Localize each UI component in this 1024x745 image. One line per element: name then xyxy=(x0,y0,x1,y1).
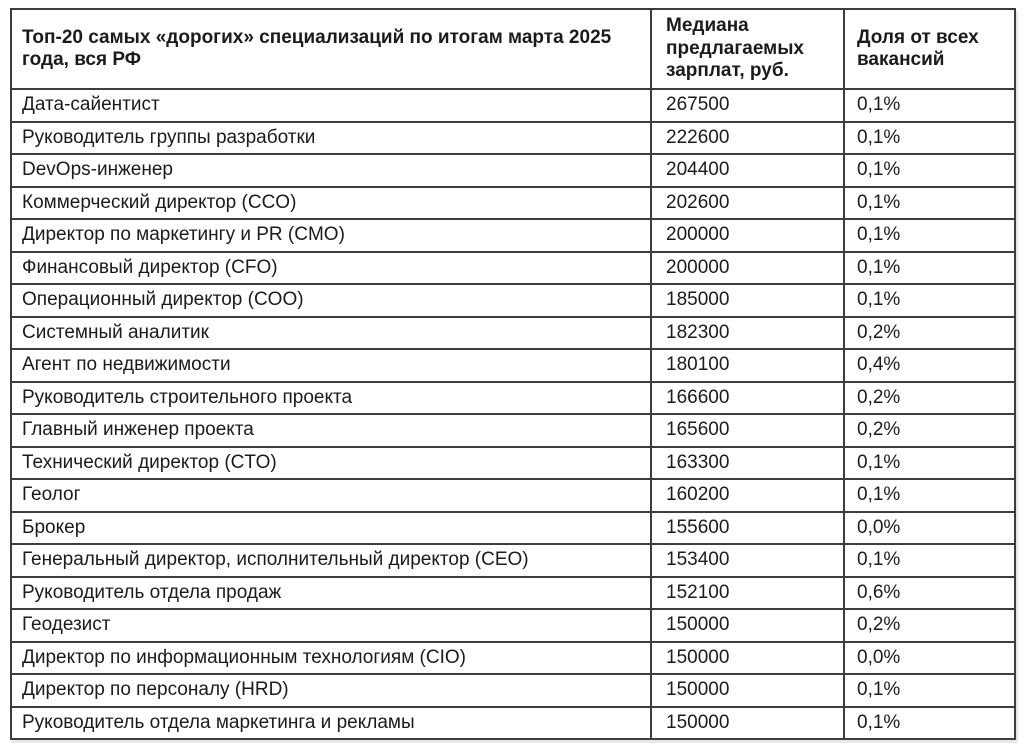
table-row xyxy=(11,447,1015,480)
median-salary-cell: 200000 xyxy=(651,252,844,285)
median-salary-cell: 150000 xyxy=(651,707,844,740)
vacancy-share-cell: 0,1% xyxy=(844,187,1015,220)
specialization-cell: Дата-сайентист xyxy=(11,89,651,122)
specialization-cell: Главный инженер проекта xyxy=(11,414,651,447)
specialization-cell: DevOps-инженер xyxy=(11,154,651,187)
column-header-specialization: Топ-20 самых «дорогих» специализаций по итогам марта 2025 года, вся РФ xyxy=(11,9,651,89)
vacancy-share-cell: 0,1% xyxy=(844,284,1015,317)
specialization-cell: Агент по недвижимости xyxy=(11,349,651,382)
specialization-cell: Геодезист xyxy=(11,609,651,642)
table-row xyxy=(11,252,1015,285)
vacancy-share-cell: 0,0% xyxy=(844,642,1015,675)
median-salary-cell: 222600 xyxy=(651,122,844,155)
median-salary-cell: 165600 xyxy=(651,414,844,447)
median-salary-cell: 152100 xyxy=(651,577,844,610)
table-row xyxy=(11,479,1015,512)
vacancy-share-cell: 0,0% xyxy=(844,512,1015,545)
table-row xyxy=(11,674,1015,707)
median-salary-cell: 163300 xyxy=(651,447,844,480)
table-row xyxy=(11,414,1015,447)
vacancy-share-cell: 0,2% xyxy=(844,414,1015,447)
median-salary-cell: 200000 xyxy=(651,219,844,252)
vacancy-share-cell: 0,4% xyxy=(844,349,1015,382)
median-salary-cell: 150000 xyxy=(651,642,844,675)
specialization-cell: Системный аналитик xyxy=(11,317,651,350)
specialization-cell: Директор по маркетингу и PR (CMO) xyxy=(11,219,651,252)
table-row xyxy=(11,284,1015,317)
vacancy-share-cell: 0,1% xyxy=(844,544,1015,577)
specialization-cell: Финансовый директор (CFO) xyxy=(11,252,651,285)
table-row xyxy=(11,122,1015,155)
table-row xyxy=(11,544,1015,577)
specialization-cell: Руководитель группы разработки xyxy=(11,122,651,155)
median-salary-cell: 180100 xyxy=(651,349,844,382)
specialization-cell: Брокер xyxy=(11,512,651,545)
median-salary-cell: 267500 xyxy=(651,89,844,122)
median-salary-cell: 155600 xyxy=(651,512,844,545)
specialization-cell: Генеральный директор, исполнительный директор (CEO) xyxy=(11,544,651,577)
table-header-row xyxy=(11,9,1015,89)
top20-salary-table xyxy=(10,8,1016,740)
table-row xyxy=(11,317,1015,350)
vacancy-share-cell: 0,2% xyxy=(844,609,1015,642)
specialization-cell: Геолог xyxy=(11,479,651,512)
median-salary-cell: 182300 xyxy=(651,317,844,350)
median-salary-cell: 150000 xyxy=(651,674,844,707)
median-salary-cell: 166600 xyxy=(651,382,844,415)
table-row xyxy=(11,154,1015,187)
table-row xyxy=(11,219,1015,252)
vacancy-share-cell: 0,1% xyxy=(844,674,1015,707)
vacancy-share-cell: 0,1% xyxy=(844,707,1015,740)
specialization-cell: Руководитель отдела маркетинга и рекламы xyxy=(11,707,651,740)
vacancy-share-cell: 0,2% xyxy=(844,317,1015,350)
median-salary-cell: 153400 xyxy=(651,544,844,577)
column-header-median-salary: Медиана предлагаемых зарплат, руб. xyxy=(651,9,844,89)
table-row xyxy=(11,89,1015,122)
table-row xyxy=(11,609,1015,642)
table-row xyxy=(11,187,1015,220)
specialization-cell: Технический директор (CTO) xyxy=(11,447,651,480)
vacancy-share-cell: 0,1% xyxy=(844,252,1015,285)
table-row xyxy=(11,382,1015,415)
vacancy-share-cell: 0,1% xyxy=(844,122,1015,155)
vacancy-share-cell: 0,1% xyxy=(844,219,1015,252)
table-row xyxy=(11,512,1015,545)
vacancy-share-cell: 0,1% xyxy=(844,479,1015,512)
vacancy-share-cell: 0,6% xyxy=(844,577,1015,610)
column-header-vacancy-share: Доля от всех вакансий xyxy=(844,9,1015,89)
median-salary-cell: 202600 xyxy=(651,187,844,220)
specialization-cell: Руководитель отдела продаж xyxy=(11,577,651,610)
table-body xyxy=(11,89,1015,739)
table-row xyxy=(11,349,1015,382)
specialization-cell: Директор по информационным технологиям (CIO) xyxy=(11,642,651,675)
table-row xyxy=(11,642,1015,675)
median-salary-cell: 204400 xyxy=(651,154,844,187)
vacancy-share-cell: 0,2% xyxy=(844,382,1015,415)
vacancy-share-cell: 0,1% xyxy=(844,447,1015,480)
specialization-cell: Коммерческий директор (CCO) xyxy=(11,187,651,220)
specialization-cell: Директор по персоналу (HRD) xyxy=(11,674,651,707)
table-row xyxy=(11,577,1015,610)
median-salary-cell: 160200 xyxy=(651,479,844,512)
table-row xyxy=(11,707,1015,740)
median-salary-cell: 185000 xyxy=(651,284,844,317)
specialization-cell: Операционный директор (COO) xyxy=(11,284,651,317)
vacancy-share-cell: 0,1% xyxy=(844,154,1015,187)
vacancy-share-cell: 0,1% xyxy=(844,89,1015,122)
median-salary-cell: 150000 xyxy=(651,609,844,642)
specialization-cell: Руководитель строительного проекта xyxy=(11,382,651,415)
